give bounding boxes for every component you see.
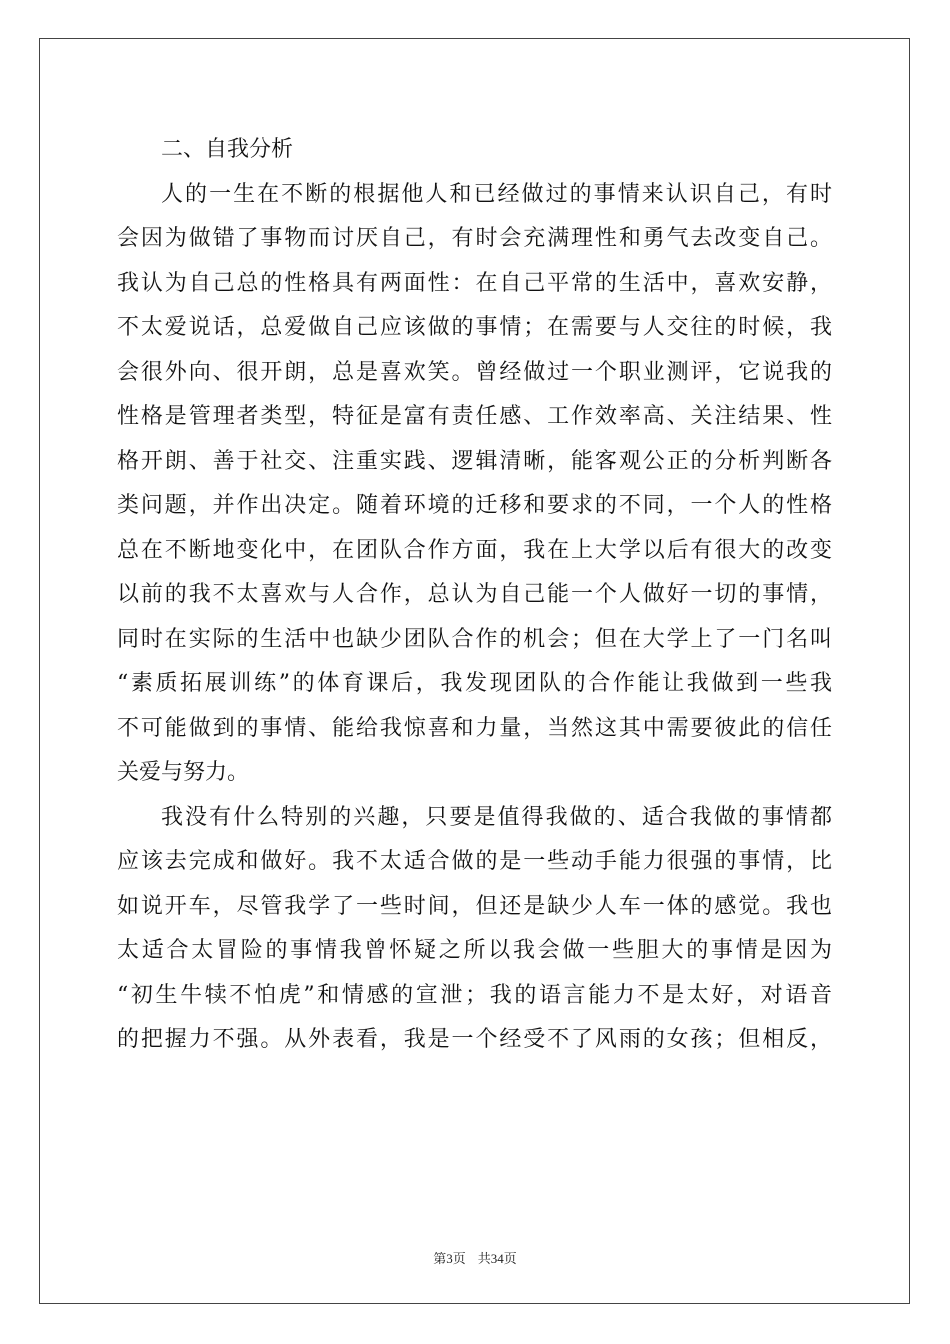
text-line: 我认为自己总的性格具有两面性：在自己平常的生活中，喜欢安静， [117,270,832,296]
page-footer [0,1248,950,1267]
text-line: 人的一生在不断的根据他人和已经做过的事情来认识自己，有时 [161,181,832,207]
text-line: 太适合太冒险的事情我曾怀疑之所以我会做一些胆大的事情是因为 [117,938,832,963]
text-line: 总在不断地变化中，在团队合作方面，我在上大学以后有很大的改变 [117,537,832,563]
text-line: 格开朗、善于社交、注重实践、逻辑清晰，能客观公正的分析判断各 [117,448,832,474]
text-line: “初生牛犊不怕虎”和情感的宣泄；我的语言能力不是太好，对语音 [117,982,832,1008]
text-line: 我没有什么特别的兴趣，只要是值得我做的、适合我做的事情都 [161,804,832,830]
text-line: 以前的我不太喜欢与人合作，总认为自己能一个人做好一切的事情， [117,582,832,607]
text-line: 应该去完成和做好。我不太适合做的是一些动手能力很强的事情，比 [117,849,832,874]
page-total: 共34页 [477,1251,517,1266]
text-line: 会很外向、很开朗，总是喜欢笑。曾经做过一个职业测评，它说我的 [117,359,832,385]
text-line: 类问题，并作出决定。随着环境的迁移和要求的不同，一个人的性格 [117,493,832,518]
paragraph-1 [117,173,832,796]
section-title: 二、自我分析 [161,137,294,162]
text-line: “素质拓展训练”的体育课后，我发现团队的合作能让我做到一些我 [117,671,832,696]
text-line: 不可能做到的事情、能给我惊喜和力量，当然这其中需要彼此的信任 [117,715,832,741]
text-line: 的把握力不强。从外表看，我是一个经受不了风雨的女孩；但相反， [117,1027,832,1052]
text-line: 会因为做错了事物而讨厌自己，有时会充满理性和勇气去改变自己。 [117,226,832,251]
document-body [117,128,832,1063]
paragraph-2 [117,796,832,1063]
text-line: 同时在实际的生活中也缺少团队合作的机会；但在大学上了一门名叫 [117,626,832,652]
page-number: 第3页 [433,1251,466,1266]
text-line: 如说开车，尽管我学了一些时间，但还是缺少人车一体的感觉。我也 [117,893,832,919]
text-line: 关爱与努力。 [117,760,250,785]
text-line: 不太爱说话，总爱做自己应该做的事情；在需要与人交往的时候，我 [117,315,832,340]
text-line: 性格是管理者类型，特征是富有责任感、工作效率高、关注结果、性 [117,404,832,429]
